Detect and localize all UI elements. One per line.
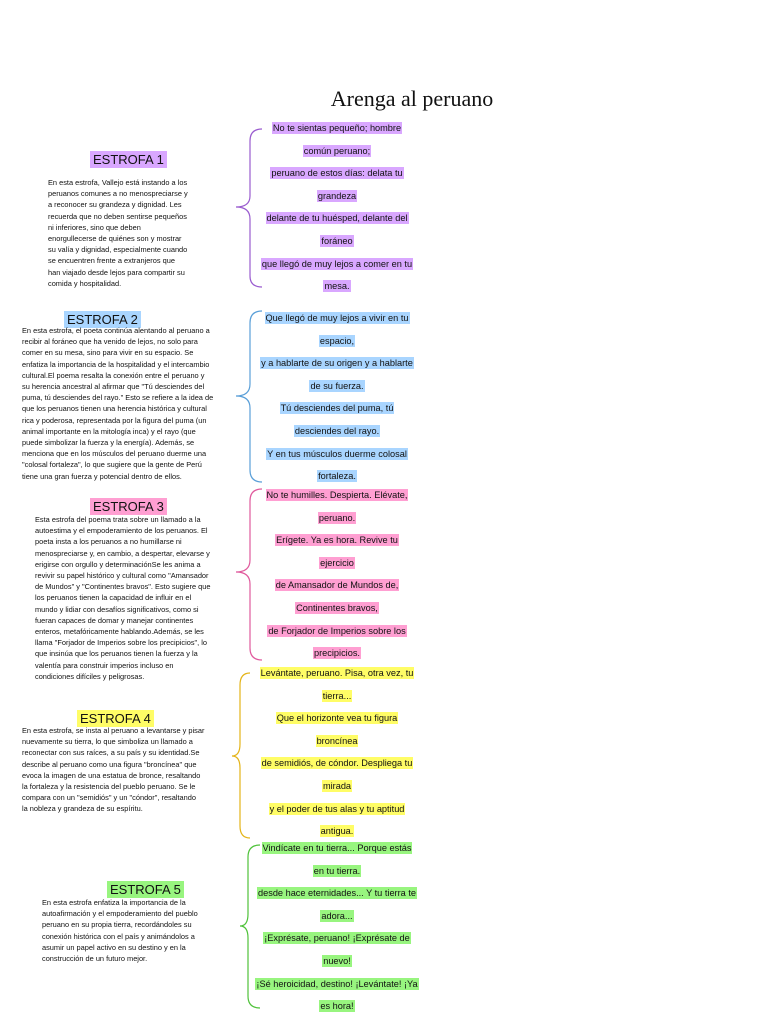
estrofa-1-heading: ESTROFA 1 — [90, 151, 167, 168]
verse-line: broncínea — [316, 735, 358, 746]
verse-line: Continentes bravos, — [296, 602, 378, 613]
verse-line: ejercicio — [320, 557, 354, 568]
estrofa-2-explanation: En esta estrofa, el poeta continúa alentando al peruano a recibir al foráneo que ha venido de lejos, no solo para comer en su mesa, sino para vivir en su espacio. Se enfatiza la importancia de la hospitalidad y el intercambio cultural.El poema resalta la conexión entre el peruano y su herencia ancestral al afirmar que "Tú desciendes del puma, tú desciendes del rayo." Esto se refiere a la idea de que los peruanos tienen una herencia histórica y cultural rica y poderosa, representada por la figura del puma (un animal importante en la mitología inca) y el rayo (que puede simbolizar la fuerza y la energía). Además, se menciona que en los músculos del peruano duerme una "colosal fortaleza", lo que sugiere que la gente de Perú tiene una gran fuerza y potencial dentro de ellos. — [22, 326, 214, 481]
verse-line: peruano de estos días: delata tu — [271, 168, 403, 179]
verse-line: de semidiós, de cóndor. Despliega tu — [261, 758, 413, 769]
verse-line: ¡Exprésate, peruano! ¡Exprésate de — [264, 933, 410, 944]
verse-line: Tú desciendes del puma, tú — [280, 403, 394, 414]
verse-line: de Amansador de Mundos de, — [275, 580, 399, 591]
estrofa-3-explanation: Esta estrofa del poema trata sobre un llamado a la autoestima y el empoderamiento de los peruanos. El poeta insta a los peruanos a no humillarse ni menospreciarse y, en cambio, a despertar, elevarse y erigirse con orgullo y determinaciónSe les anima a revivir su papel histórico y cultural como "Amansador de Mundos" y "Continentes bravos". Esto sugiere que los peruanos tienen la capacidad de influir en el mundo y lidiar con desafíos significativos, como si fueran capaces de domar y manejar continentes enteros, metafóricamente hablando.Además, se les llama "Forjador de Imperios sobre los precipicios", lo que insinúa que los peruanos tienen la fuerza y la valentía para construir imperios incluso en condiciones difíciles y peligrosas. — [35, 515, 211, 681]
verse-line: adora... — [321, 910, 353, 921]
verse-line: ¡Sé heroicidad, destino! ¡Levántate! ¡Ya — [256, 978, 418, 989]
verse-line: es hora! — [320, 1001, 354, 1012]
estrofa-5-explanation: En esta estrofa enfatiza la importancia de la autoafirmación y el empoderamiento del pueblo peruano en su propia tierra, recordándoles su conexión histórica con el país y animándolos a asumir un papel activo en su destino y en la construcción de un futuro mejor. — [42, 898, 198, 964]
verse-line: No te sientas pequeño; hombre — [272, 123, 402, 133]
verse-line: precipicios. — [314, 648, 360, 659]
verse-line: tierra... — [322, 690, 352, 701]
estrofa-3-heading: ESTROFA 3 — [90, 498, 167, 515]
verse-line: Que llegó de muy lejos a vivir en tu — [265, 313, 409, 323]
verse-line: No te humilles. Despierta. Elévate, — [266, 490, 408, 500]
verse-line: peruano. — [318, 512, 356, 523]
verse-line: Que el horizonte vea tu figura — [276, 713, 398, 724]
estrofa-2-heading: ESTROFA 2 — [64, 311, 141, 328]
verse-line: mesa. — [324, 281, 350, 292]
verse-line: delante de tu huésped, delante del — [266, 213, 408, 224]
verse-line: de su fuerza. — [310, 380, 364, 391]
estrofa-5-heading: ESTROFA 5 — [107, 881, 184, 898]
verse-line: fortaleza. — [318, 471, 356, 482]
verse-line: grandeza — [317, 190, 357, 201]
verse-line: en tu tierra. — [313, 865, 361, 876]
verse-line: de Forjador de Imperios sobre los — [268, 625, 406, 636]
estrofa-4-explanation: En esta estrofa, se insta al peruano a levantarse y pisar nuevamente su tierra, lo que simboliza un llamado a reconectar con sus raíces, a su país y su identidad.Se describe al peruano como una figura "broncínea" que evoca la imagen de una estatua de bronce, resaltando la fortaleza y la resistencia del pueblo peruano. Se le compara con un "semidiós" y un "cóndor", resaltando la nobleza y grandeza de su espíritu. — [22, 726, 205, 814]
verse-line: desde hace eternidades... Y tu tierra te — [258, 888, 416, 899]
verse-line: mirada — [322, 780, 352, 791]
verse-line: Vindícate en tu tierra... Porque estás — [262, 843, 412, 853]
verse-line: y a hablarte de su origen y a hablarte — [261, 358, 413, 369]
verse-line: común peruano; — [303, 145, 371, 156]
verse-line: nuevo! — [323, 955, 351, 966]
estrofa-3-verses — [252, 489, 422, 670]
estrofa-1-verses — [252, 122, 422, 303]
estrofa-2-verses — [252, 312, 422, 493]
verse-line: Erígete. Ya es hora. Revive tu — [276, 535, 398, 546]
verse-line: espacio, — [319, 335, 355, 346]
verse-line: desciendes del rayo. — [294, 425, 380, 436]
verse-line: antigua. — [320, 826, 354, 837]
verse-line: Y en tus músculos duerme colosal — [267, 448, 407, 459]
verse-line: y el poder de tus alas y tu aptitud — [269, 803, 405, 814]
estrofa-4-heading: ESTROFA 4 — [77, 710, 154, 727]
estrofa-1-explanation: En esta estrofa, Vallejo está instando a los peruanos comunes a no menospreciarse y a reconocer su grandeza y dignidad. Les recuerda que no deben sentirse pequeños ni inferiores, sino que deben enorgullecerse de quiénes son y mostrar su valía y dignidad, especialmente cuando se encuentren frente a extranjeros que han viajado desde lejos para compartir su comida y hospitalidad. — [48, 178, 188, 288]
brace-estrofa-4 — [232, 673, 250, 838]
verse-line: que llegó de muy lejos a comer en tu — [261, 258, 413, 269]
estrofa-5-verses — [252, 842, 422, 1023]
estrofa-4-verses — [252, 667, 422, 848]
verse-line: foráneo — [321, 235, 353, 246]
poem-title: Arenga al peruano — [330, 86, 494, 111]
verse-line: Levántate, peruano. Pisa, otra vez, tu — [260, 668, 414, 678]
